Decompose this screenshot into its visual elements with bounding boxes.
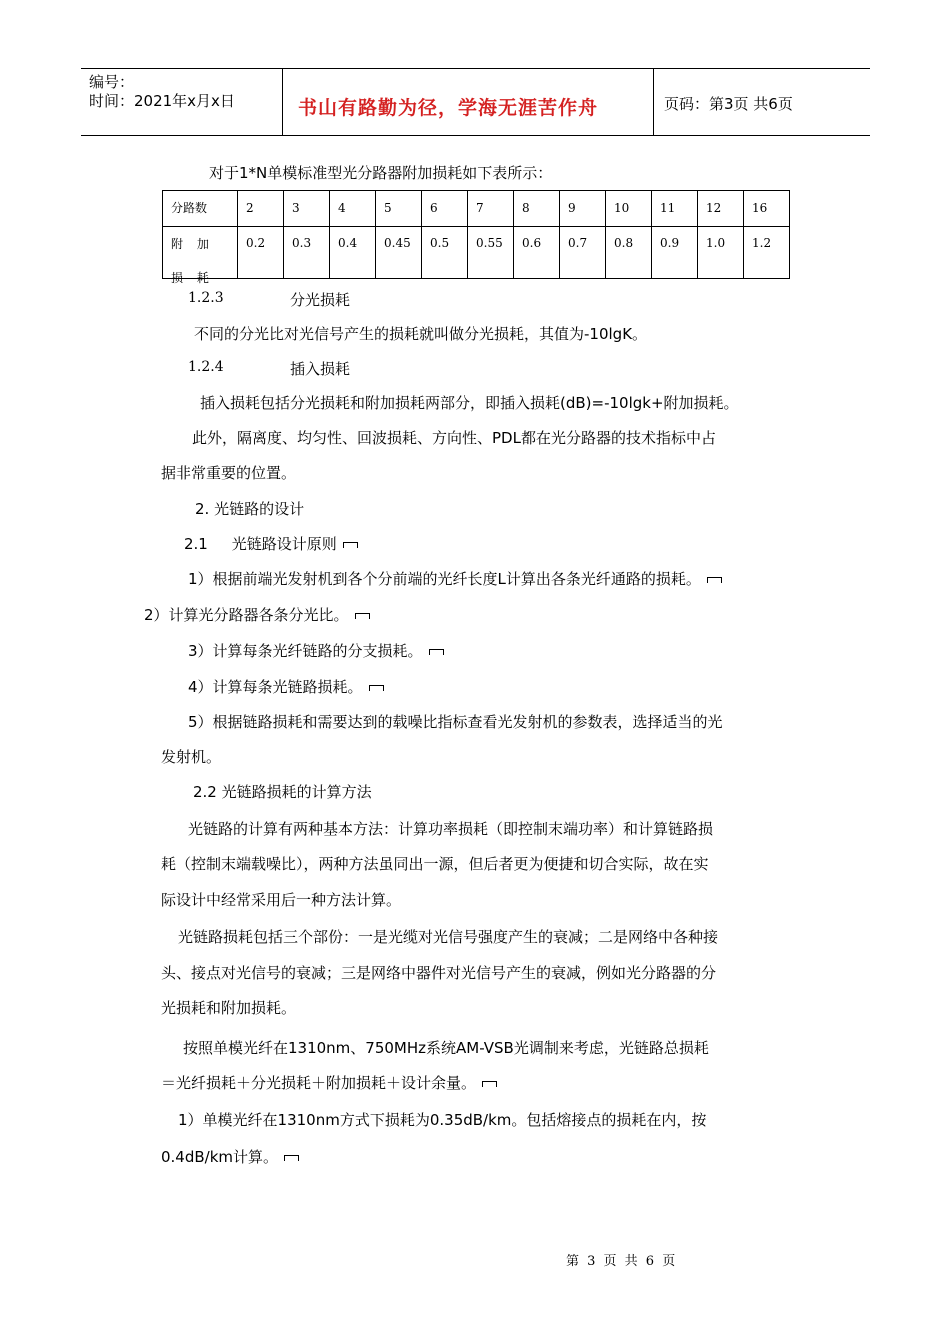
step-3 — [188, 640, 444, 661]
table-cell: 4 — [330, 191, 376, 227]
table-cell: 7 — [468, 191, 514, 227]
table-cell: 3 — [284, 191, 330, 227]
total-loss-line1: 按照单模光纤在1310nm、750MHz系统AM-VSB光调制来考虑，光链路总损耗 — [183, 1039, 709, 1057]
step-1 — [188, 568, 722, 589]
table-cell: 2 — [238, 191, 284, 227]
table-cell: 5 — [376, 191, 422, 227]
step-2 — [144, 604, 370, 625]
header-top-rule — [81, 68, 870, 69]
section-title-2: 2. 光链路的设计 — [195, 500, 305, 518]
header-number-label: 编号： — [89, 73, 135, 91]
step-2-text: 2）计算光分路器各条分光比。 — [144, 606, 349, 624]
table-cell: 0.8 — [606, 227, 652, 279]
header-divider-right — [653, 68, 654, 136]
page-footer: 第 3 页 共 6 页 — [566, 1254, 678, 1269]
paragraph-splitting-loss: 不同的分光比对光信号产生的损耗就叫做分光损耗，其值为-10lgK。 — [194, 325, 648, 343]
paragraph-mark-icon — [482, 1081, 497, 1087]
paragraph-mark-icon — [369, 685, 384, 691]
table-cell: 16 — [744, 191, 790, 227]
step-5-line1: 5）根据链路损耗和需要达到的载噪比指标查看光发射机的参数表，选择适当的光 — [188, 713, 723, 731]
total-loss-line2-text: ＝光纤损耗＋分光损耗＋附加损耗＋设计余量。 — [161, 1074, 477, 1092]
paragraph-mark-icon — [707, 577, 722, 583]
table-cell: 0.3 — [284, 227, 330, 279]
section-number-1-2-3: 1.2.3 — [188, 290, 224, 306]
parts-paragraph-line3: 光损耗和附加损耗。 — [161, 999, 297, 1017]
step-5-line2: 发射机。 — [161, 748, 222, 766]
calc-paragraph-line1: 光链路的计算有两种基本方法：计算功率损耗（即控制末端功率）和计算链路损 — [188, 820, 714, 838]
step-3-text: 3）计算每条光纤链路的分支损耗。 — [188, 642, 423, 660]
table-cell: 1.0 — [698, 227, 744, 279]
table-cell: 0.55 — [468, 227, 514, 279]
parts-paragraph-line2: 头、接点对光信号的衰减；三是网络中器件对光信号产生的衰减，例如光分路器的分 — [161, 964, 717, 982]
table-cell: 12 — [698, 191, 744, 227]
total-loss-line2 — [161, 1072, 497, 1093]
step-4 — [188, 676, 384, 697]
step-4-text: 4）计算每条光链路损耗。 — [188, 678, 363, 696]
header-motto: 书山有路勤为径，学海无涯苦作舟 — [298, 97, 599, 119]
header-divider-left — [282, 68, 283, 136]
fiber-loss-line2 — [161, 1146, 299, 1167]
table-row-splits — [163, 191, 790, 227]
calc-paragraph-line2: 耗（控制末端载噪比），两种方法虽同出一源，但后者更为便捷和切合实际，故在实 — [161, 855, 709, 873]
table-cell: 0.9 — [652, 227, 698, 279]
parts-paragraph-line1: 光链路损耗包括三个部份：一是光缆对光信号强度产生的衰减；二是网络中各种接 — [178, 928, 719, 946]
header-page-info: 页码：第3页 共6页 — [664, 95, 793, 113]
table-cell: 11 — [652, 191, 698, 227]
table-cell: 10 — [606, 191, 652, 227]
header-bottom-rule — [81, 135, 870, 136]
table-cell: 9 — [560, 191, 606, 227]
step-1-text: 1）根据前端光发射机到各个分前端的光纤长度L计算出各条光纤通路的损耗。 — [188, 570, 701, 588]
paragraph-mark-icon — [343, 542, 358, 548]
table-cell: 0.4 — [330, 227, 376, 279]
paragraph-mark-icon — [429, 649, 444, 655]
table-intro: 对于1*N单模标准型光分路器附加损耗如下表所示： — [209, 164, 553, 182]
table-header-splits: 分路数 — [163, 191, 238, 227]
table-header-losses-text: 附 加 损 耗 — [171, 237, 214, 285]
paragraph-other-specs-line2: 据非常重要的位置。 — [161, 464, 297, 482]
table-header-losses — [163, 227, 238, 285]
header-date: 时间：2021年x月x日 — [89, 92, 235, 110]
paragraph-mark-icon — [355, 613, 370, 619]
section-title-1-2-3: 分光损耗 — [290, 291, 351, 309]
calc-paragraph-line3: 际设计中经常采用后一种方法计算。 — [161, 891, 402, 909]
table-cell: 0.6 — [514, 227, 560, 279]
paragraph-mark-icon — [284, 1155, 299, 1161]
loss-table — [162, 190, 790, 285]
section-title-1-2-4: 插入损耗 — [290, 360, 351, 378]
section-title-2-1 — [184, 533, 358, 554]
section-number-1-2-4: 1.2.4 — [188, 359, 224, 375]
fiber-loss-line2-text: 0.4dB/km计算。 — [161, 1148, 279, 1166]
paragraph-other-specs-line1: 此外，隔离度、均匀性、回波损耗、方向性、PDL都在光分路器的技术指标中占 — [192, 429, 716, 447]
paragraph-insertion-loss: 插入损耗包括分光损耗和附加损耗两部分，即插入损耗(dB)=-10lgk+附加损耗。 — [200, 394, 739, 412]
fiber-loss-line1: 1）单模光纤在1310nm方式下损耗为0.35dB/km。包括熔接点的损耗在内，按 — [178, 1111, 707, 1129]
section-title-2-2: 2.2 光链路损耗的计算方法 — [193, 783, 372, 801]
table-cell: 0.45 — [376, 227, 422, 279]
table-cell: 0.5 — [422, 227, 468, 279]
table-cell: 8 — [514, 191, 560, 227]
section-title-2-1-text: 2.1 光链路设计原则 — [184, 535, 337, 553]
table-cell: 1.2 — [744, 227, 790, 279]
table-cell: 6 — [422, 191, 468, 227]
table-cell: 0.2 — [238, 227, 284, 279]
table-cell: 0.7 — [560, 227, 606, 279]
table-row-losses — [163, 227, 790, 279]
